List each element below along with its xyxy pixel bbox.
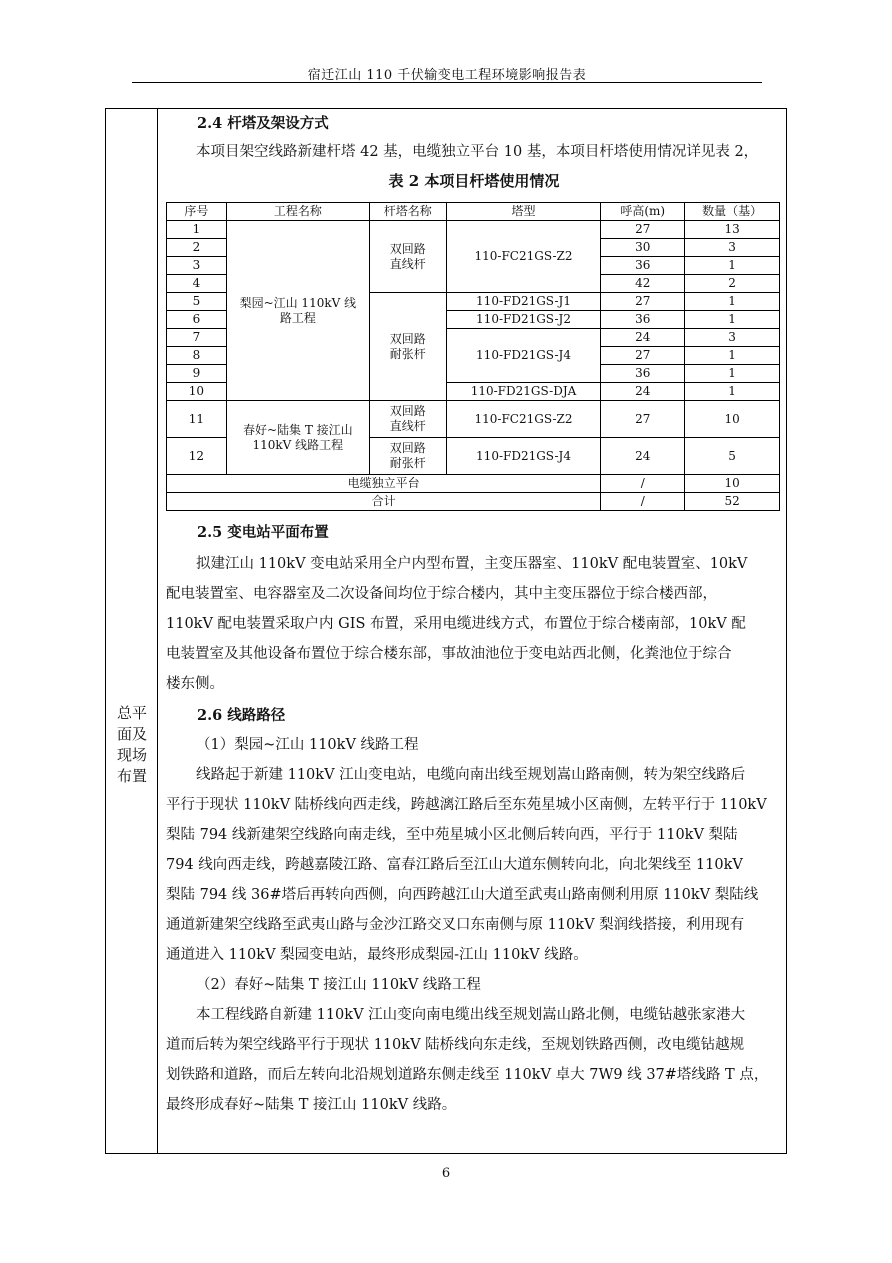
paragraph-line: 划铁路和道路，而后左转向北沿规划道路东侧走线至 110kV 卓大 7W9 线 37#塔线路 T 点， [166,1067,769,1083]
quantity-cell: 3 [685,239,780,257]
row-number: 7 [167,329,227,347]
paragraph-line: 794 线向西走线，跨越嘉陵江路、富春江路后至江山大道东侧转向北，向北架线至 110kV [166,857,743,873]
table-2-title: 表 2 本项目杆塔使用情况 [388,172,560,190]
quantity-cell: 1 [685,257,780,275]
height-cell: / [601,475,685,493]
cable-platform-label: 电缆独立平台 [167,475,601,493]
quantity-cell: 1 [685,311,780,329]
header-cell: 杆塔名称 [369,203,446,221]
tower-type-cell: 110-FD21GS-J1 [446,293,601,311]
section-2-4-heading: 2.4 杆塔及架设方式 [197,115,329,132]
tower-type-cell: 110-FD21GS-J4 [446,438,601,475]
tower-name: 双回路直线杆 [389,241,426,271]
section-2-6-heading: 2.6 线路路径 [197,707,286,724]
quantity-cell: 10 [685,475,780,493]
tower-name: 双回路直线杆 [389,404,426,433]
quantity-cell: 52 [685,493,780,511]
row-number: 10 [167,383,227,401]
total-row [167,493,780,511]
height-cell: 27 [601,347,685,365]
tower-name-cell [369,401,446,438]
subheading: （2）春好~陆集 T 接江山 110kV 线路工程 [196,977,481,993]
quantity-cell: 2 [685,275,780,293]
tower-type-cell: 110-FC21GS-Z2 [446,221,601,293]
row-number: 11 [167,401,227,438]
tower-name-cell [369,438,446,475]
row-number: 2 [167,239,227,257]
header-cell: 数量（基） [685,203,780,221]
table-header-row [167,203,780,221]
row-number: 5 [167,293,227,311]
quantity-cell: 1 [685,293,780,311]
quantity-cell: 3 [685,329,780,347]
paragraph-line: 梨陆 794 线 36#塔后再转向西侧，向西跨越江山大道至武夷山路南侧利用原 110kV 梨陆线 [166,887,759,903]
row-number: 1 [167,221,227,239]
section-2-5-heading: 2.5 变电站平面布置 [197,524,329,541]
paragraph-line: 配电装置室、电容器室及二次设备间均位于综合楼内，其中主变压器位于综合楼西部， [166,586,717,602]
project-name-cell [226,221,369,401]
paragraph-line: 平行于现状 110kV 陆桥线向西走线，跨越漓江路后至东苑星城小区南侧，左转平行于 110kV [166,797,767,813]
tower-type-cell: 110-FD21GS-J2 [446,311,601,329]
tower-name: 双回路耐张杆 [389,441,426,470]
tower-name-cell [369,221,446,293]
quantity-cell: 1 [685,365,780,383]
paragraph-line: 楼东侧。 [166,676,224,692]
paragraph-line: 通道新建架空线路至武夷山路与金沙江路交叉口东南侧与原 110kV 梨润线搭接，利用现有 [166,917,745,933]
paragraph-line: 本工程线路自新建 110kV 江山变向南电缆出线至规划嵩山路北侧，电缆钻越张家港大 [196,1007,746,1023]
header-cell: 工程名称 [226,203,369,221]
height-cell: 36 [601,311,685,329]
row-number: 4 [167,275,227,293]
height-cell: 27 [601,293,685,311]
quantity-cell: 13 [685,221,780,239]
tower-name: 双回路耐张杆 [389,331,426,361]
quantity-cell: 5 [685,438,780,475]
row-number: 9 [167,365,227,383]
height-cell: 24 [601,329,685,347]
tower-type-cell: 110-FD21GS-DJA [446,383,601,401]
height-cell: 30 [601,239,685,257]
header-cell: 序号 [167,203,227,221]
table-row [167,221,780,239]
header-rule [132,82,762,83]
project-name-cell [226,401,369,475]
subheading: （1）梨园~江山 110kV 线路工程 [196,737,419,753]
cable-platform-row [167,475,780,493]
paragraph-line: 道而后转为架空线路平行于现状 110kV 陆桥线向东走线，至规划铁路西侧，改电缆钻越规 [166,1037,745,1053]
frame-divider [157,108,158,1154]
tower-type-cell: 110-FD21GS-J4 [446,329,601,383]
total-label: 合计 [167,493,601,511]
page-number: 6 [441,1166,451,1181]
tower-type-cell: 110-FC21GS-Z2 [446,401,601,438]
quantity-cell: 10 [685,401,780,438]
height-cell: / [601,493,685,511]
paragraph-line: 最终形成春好~陆集 T 接江山 110kV 线路。 [166,1097,457,1113]
paragraph-line: 通道进入 110kV 梨园变电站，最终形成梨园-江山 110kV 线路。 [166,947,588,963]
side-label-line: 总平 [116,704,147,722]
paragraph-line: 拟建江山 110kV 变电站采用全户内型布置，主变压器室、110kV 配电装置室、10kV [196,556,748,572]
quantity-cell: 1 [685,383,780,401]
height-cell: 36 [601,365,685,383]
tower-usage-table [166,202,780,511]
height-cell: 27 [601,221,685,239]
paragraph-line: 110kV 配电装置采取户内 GIS 布置，采用电缆进线方式，布置位于综合楼南部，10kV 配 [166,616,746,632]
row-number: 6 [167,311,227,329]
side-label-line: 面及 [116,725,147,743]
tower-name-cell [369,293,446,401]
height-cell: 36 [601,257,685,275]
row-number: 8 [167,347,227,365]
row-number: 3 [167,257,227,275]
height-cell: 24 [601,438,685,475]
project-name: 梨园~江山 110kV 线路工程 [239,295,357,325]
paragraph-line: 电装置室及其他设备布置位于综合楼东部，事故油池位于变电站西北侧，化粪池位于综合 [166,646,732,662]
height-cell: 24 [601,383,685,401]
side-label [112,703,152,787]
section-2-6-text [166,730,782,1120]
side-label-line: 现场 [116,746,147,764]
section-2-4-text [166,137,782,167]
paragraph-line: 本项目架空线路新建杆塔 42 基，电缆独立平台 10 基，本项目杆塔使用情况详见表 2， [196,144,759,160]
header-cell: 呼高(m) [601,203,685,221]
table-row [167,401,780,438]
paragraph-line: 线路起于新建 110kV 江山变电站，电缆向南出线至规划嵩山路南侧，转为架空线路后 [196,767,746,783]
height-cell: 27 [601,401,685,438]
project-name: 春好~陆集 T 接江山 110kV 线路工程 [242,422,353,452]
height-cell: 42 [601,275,685,293]
document-header: 宿迁江山 110 千伏输变电工程环境影响报告表 [307,68,587,83]
paragraph-line: 梨陆 794 线新建架空线路向南走线，至中苑星城小区北侧后转向西，平行于 110kV 梨陆 [166,827,738,843]
section-2-5-text [166,549,782,699]
header-cell: 塔型 [446,203,601,221]
quantity-cell: 1 [685,347,780,365]
side-label-line: 布置 [116,767,147,785]
row-number: 12 [167,438,227,475]
